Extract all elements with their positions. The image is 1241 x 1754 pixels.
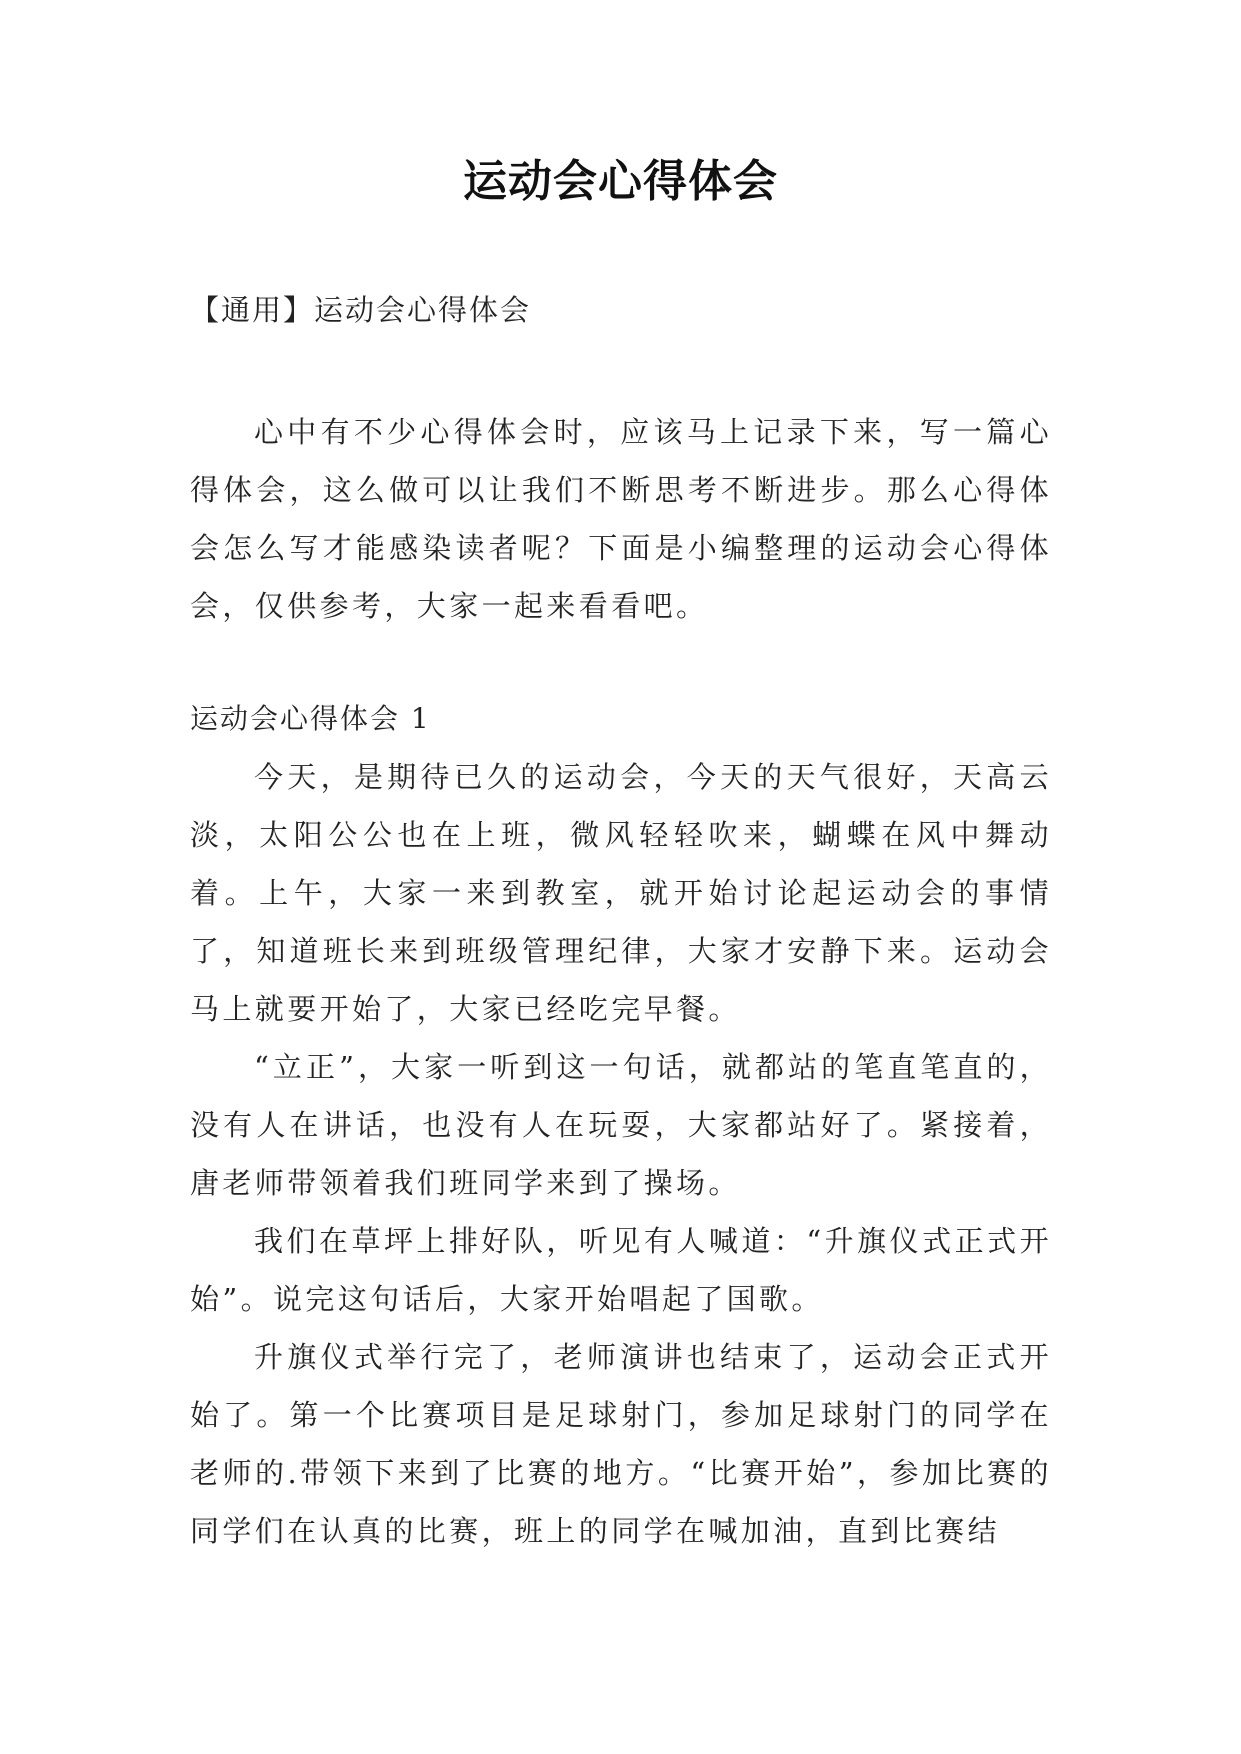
intro-paragraph: 心中有不少心得体会时，应该马上记录下来，写一篇心得体会，这么做可以让我们不断思考不断进步。那么心得体会怎么写才能感染读者呢？下面是小编整理的运动会心得体会，仅供参考，大家一起来看看吧。 [190, 415, 1052, 623]
body-paragraph: 我们在草坪上排好队，听见有人喊道：“升旗仪式正式开始”。说完这句话后，大家开始唱起了国歌。 [190, 1224, 1052, 1316]
body-paragraph: 升旗仪式举行完了，老师演讲也结束了，运动会正式开始了。第一个比赛项目是足球射门，参加足球射门的同学在老师的.带领下来到了比赛的地方。“比赛开始”，参加比赛的同学们在认真的比赛，班上的同学在喊加油，直到比赛结 [190, 1340, 1052, 1548]
document-title: 运动会心得体会 [463, 156, 778, 207]
body-paragraph: 今天，是期待已久的运动会，今天的天气很好，天高云淡，太阳公公也在上班，微风轻轻吹来，蝴蝶在风中舞动着。上午，大家一来到教室，就开始讨论起运动会的事情了，知道班长来到班级管理纪律，大家才安静下来。运动会马上就要开始了，大家已经吃完早餐。 [190, 760, 1052, 1026]
section-body [190, 748, 1052, 1560]
body-paragraph: “立正”，大家一听到这一句话，就都站的笔直笔直的，没有人在讲话，也没有人在玩耍，大家都站好了。紧接着，唐老师带领着我们班同学来到了操场。 [190, 1050, 1052, 1200]
section-heading: 运动会心得体会 1 [190, 702, 431, 735]
intro-section [190, 403, 1052, 635]
document-subtitle: 【通用】运动会心得体会 [190, 293, 532, 327]
